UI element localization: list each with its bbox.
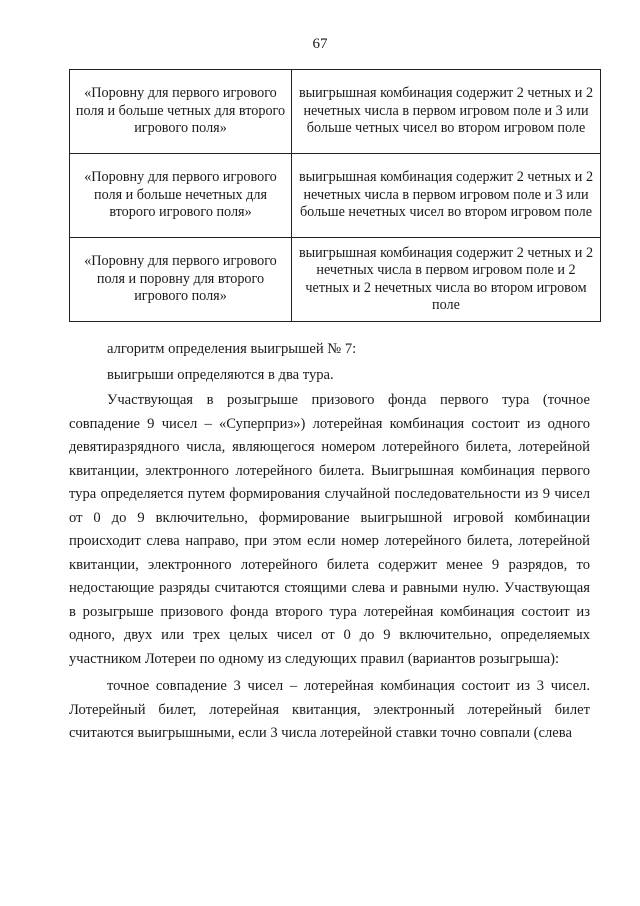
table-row [70,238,601,322]
paragraph: Участвующая в розыгрыше призового фонда первого тура (точное совпадение 9 чисел – «Суперприз») лотерейная комбинация состоит из одного девятиразрядного числа, являющегося номером лотерейного билета, лотерейной квитанции, электронного лотерейного билета. Выигрышная комбинация первого тура определяется путем формирования случайной последовательности из 9 чисел от 0 до 9 включительно, формирование выигрышной игровой комбинации происходит слева направо, при этом если номер лотерейного билета, лотерейной квитанции, электронного лотерейного билета содержит менее 9 разрядов, то недостающие разряды считаются стоящими слева и равными нулю. Участвующая в розыгрыше призового фонда второго тура лотерейная комбинация состоит из одного, двух или трех целых чисел от 0 до 9 включительно, определяемых участником Лотереи по одному из следующих правил (вариантов розыгрыша): [69,392,590,667]
page-number: 67 [312,36,328,52]
paragraph: точное совпадение 3 чисел – лотерейная комбинация состоит из 3 чисел. Лотерейный билет, лотерейная квитанция, электронный лотерейный билет считаются выигрышными, если 3 числа лотерейной ставки точно совпали (слева [69,678,590,741]
table-row [70,70,601,154]
table-row [70,154,601,238]
paragraph: алгоритм определения выигрышей № 7: [107,341,357,357]
rules-table [69,69,601,322]
condition-cell: выигрышная комбинация содержит 2 четных и 2 нечетных числа в первом игровом поле и 2 четных и 2 нечетных числа во втором игровом поле [292,238,601,322]
option-cell: «Поровну для первого игрового поля и больше нечетных для второго игрового поля» [70,154,292,238]
body-text [69,338,590,746]
option-cell: «Поровну для первого игрового поля и больше четных для второго игрового поля» [70,70,292,154]
option-cell: «Поровну для первого игрового поля и поровну для второго игрового поля» [70,238,292,322]
paragraph: выигрыши определяются в два тура. [107,366,334,383]
condition-cell: выигрышная комбинация содержит 2 четных и 2 нечетных числа в первом игровом поле и 3 или больше четных чисел во втором игровом поле [292,70,601,154]
condition-cell: выигрышная комбинация содержит 2 четных и 2 нечетных числа в первом игровом поле и 3 или больше нечетных чисел во втором игровом поле [292,154,601,238]
